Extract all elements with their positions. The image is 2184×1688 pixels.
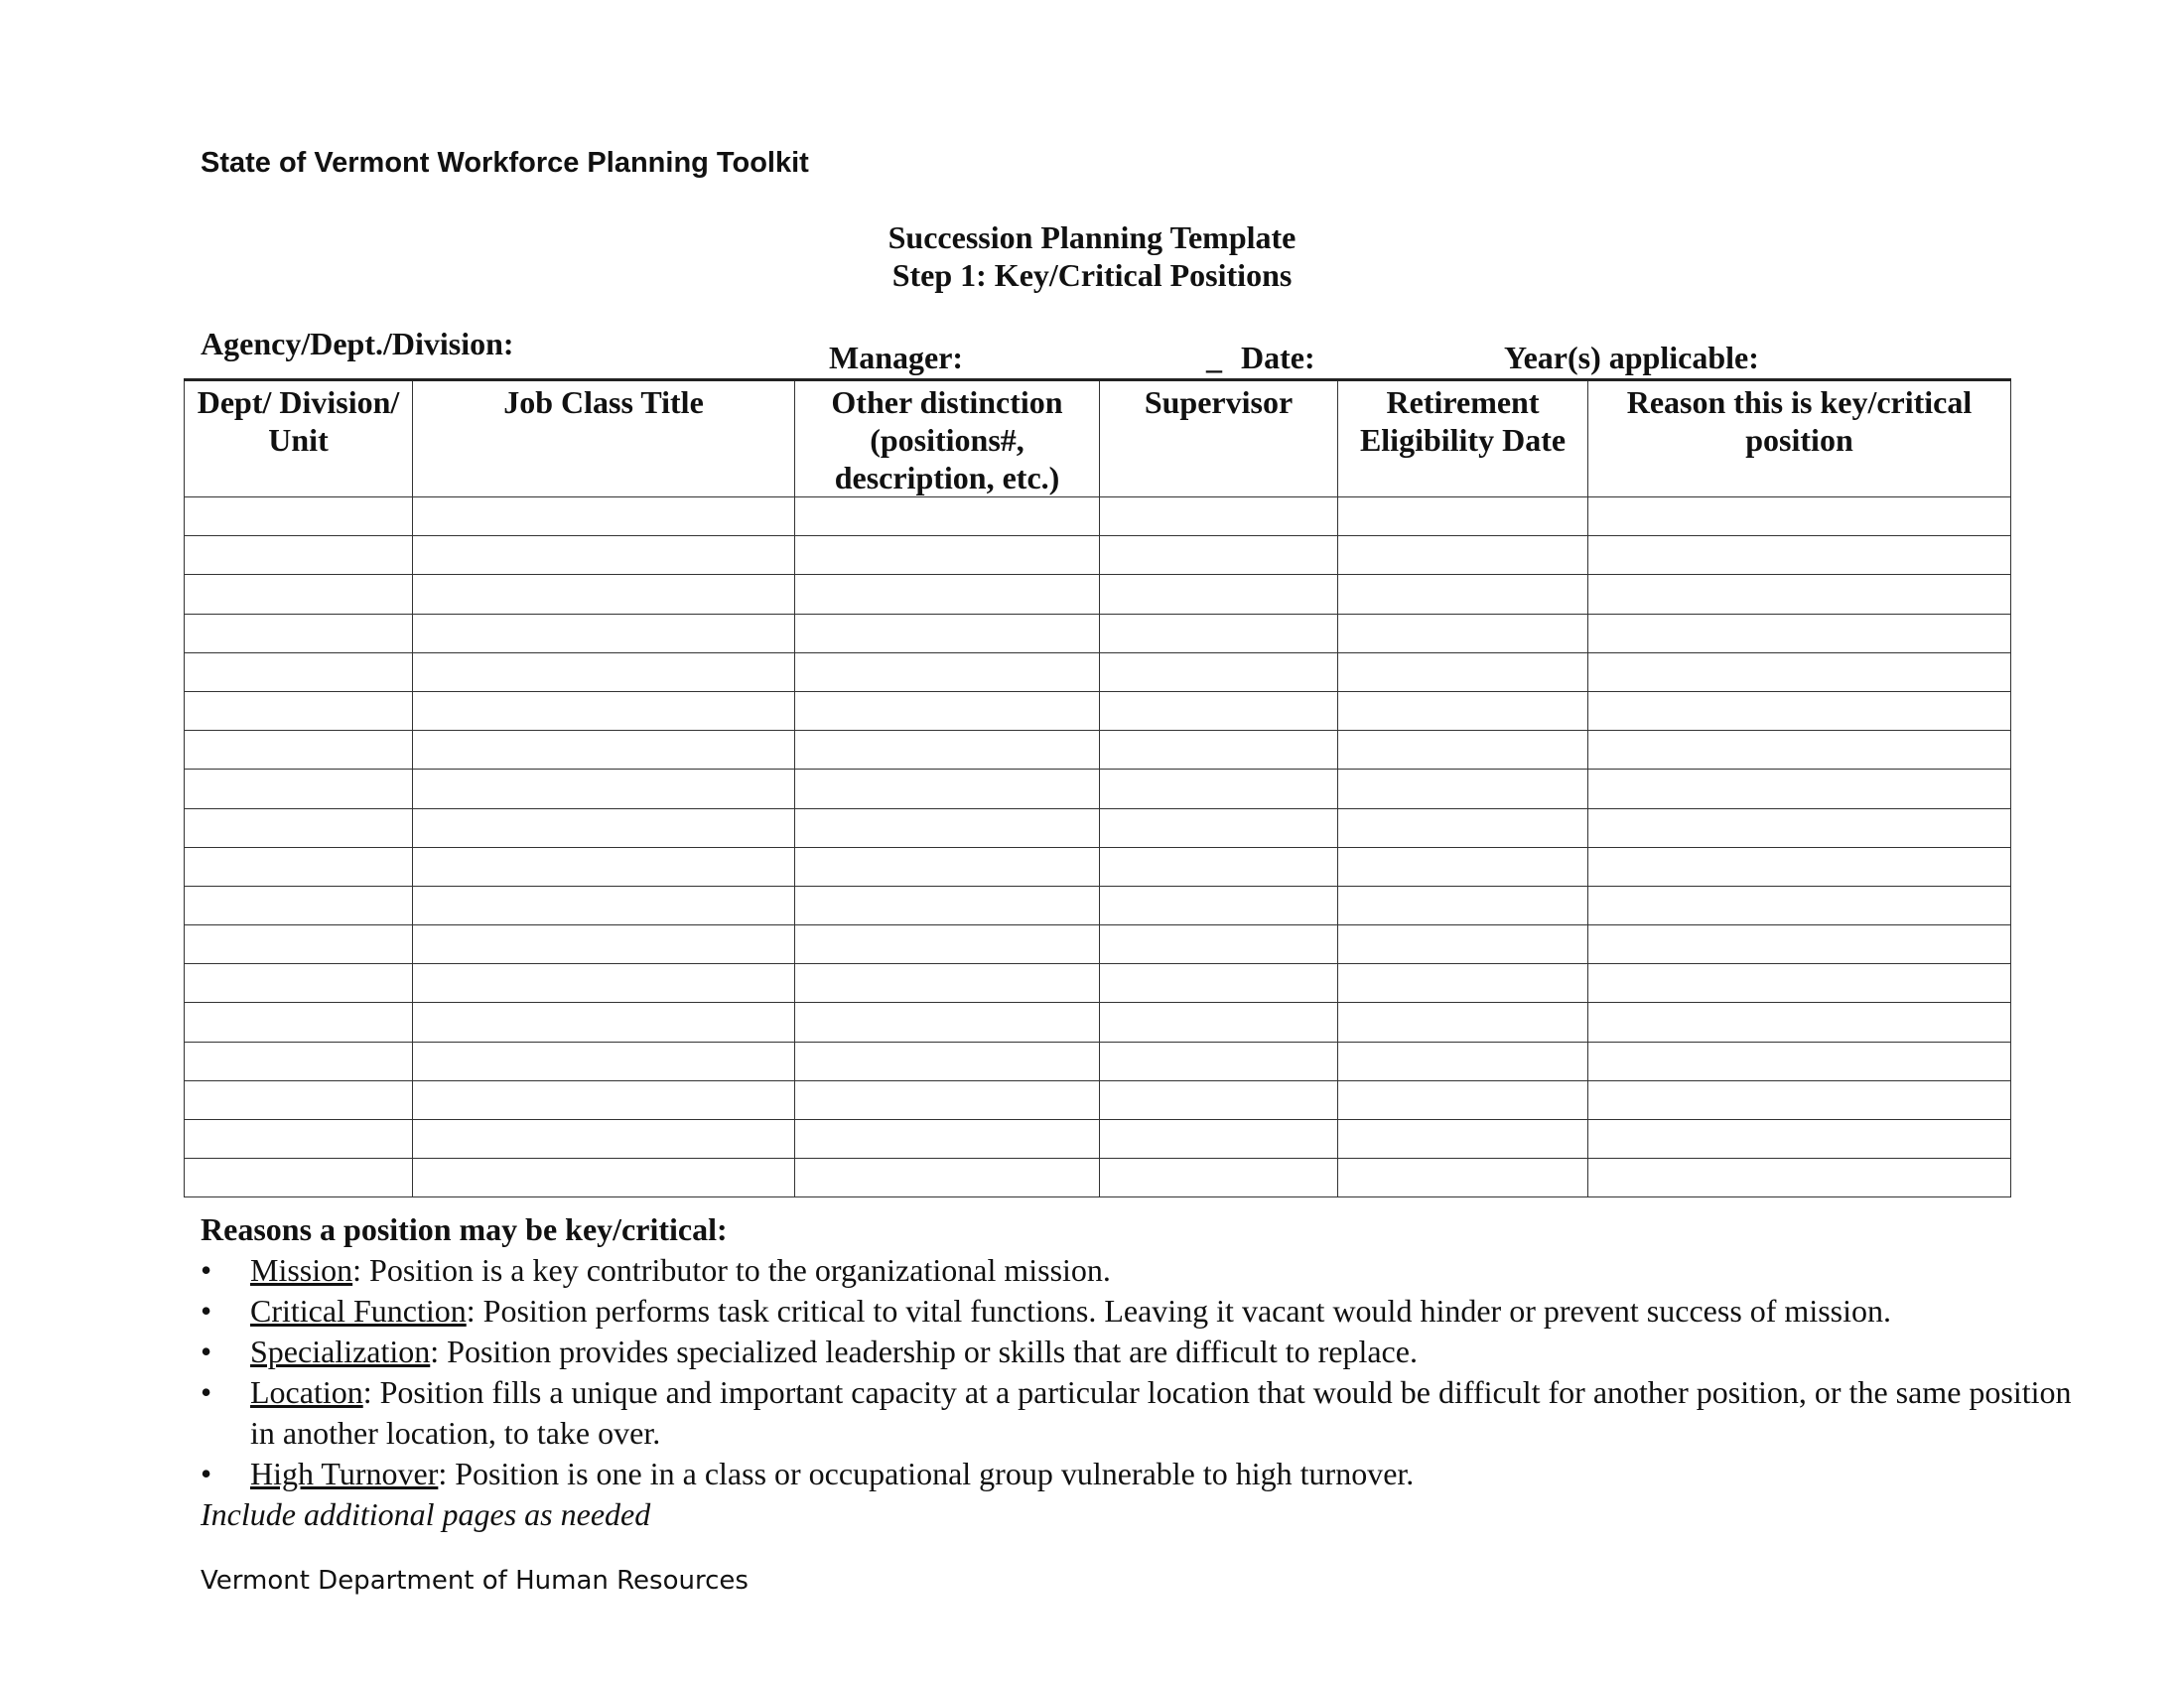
reason-text: : Position is a key contributor to the organizational mission. (352, 1252, 1111, 1288)
reason-text: : Position provides specialized leadership or skills that are difficult to replace. (430, 1334, 1418, 1369)
cell-supervisor[interactable] (1100, 575, 1338, 614)
cell-retirement-date[interactable] (1338, 1120, 1588, 1159)
column-header-reason: Reason this is key/critical position (1588, 380, 2011, 497)
cell-other-distinction[interactable] (795, 847, 1100, 886)
cell-retirement-date[interactable] (1338, 1003, 1588, 1042)
table-row (185, 731, 2011, 770)
cell-reason[interactable] (1588, 847, 2011, 886)
cell-supervisor[interactable] (1100, 652, 1338, 691)
column-header-dept: Dept/ Division/ Unit (185, 380, 413, 497)
table-row (185, 1080, 2011, 1119)
cell-supervisor[interactable] (1100, 886, 1338, 924)
cell-retirement-date[interactable] (1338, 1042, 1588, 1080)
reason-item-specialization (201, 1332, 2087, 1372)
cell-reason[interactable] (1588, 1080, 2011, 1119)
cell-reason[interactable] (1588, 770, 2011, 808)
underscore-mark: _ (1206, 340, 1222, 375)
cell-job-class-title[interactable] (413, 847, 795, 886)
cell-job-class-title[interactable] (413, 731, 795, 770)
cell-job-class-title[interactable] (413, 1120, 795, 1159)
table-row (185, 691, 2011, 730)
cell-supervisor[interactable] (1100, 808, 1338, 847)
cell-supervisor[interactable] (1100, 1120, 1338, 1159)
title-line-1: Succession Planning Template (887, 219, 1297, 255)
cell-job-class-title[interactable] (413, 1080, 795, 1119)
cell-job-class-title[interactable] (413, 808, 795, 847)
manager-field-label: Manager: (829, 340, 964, 375)
cell-dept[interactable] (185, 652, 413, 691)
reason-item-mission (201, 1250, 2087, 1291)
cell-reason[interactable] (1588, 925, 2011, 964)
cell-reason[interactable] (1588, 1042, 2011, 1080)
cell-reason[interactable] (1588, 575, 2011, 614)
cell-dept[interactable] (185, 1159, 413, 1197)
cell-retirement-date[interactable] (1338, 731, 1588, 770)
reason-item-high-turnover (201, 1454, 2087, 1494)
cell-other-distinction[interactable] (795, 691, 1100, 730)
cell-supervisor[interactable] (1100, 614, 1338, 652)
column-header-supervisor: Supervisor (1100, 380, 1338, 497)
cell-dept[interactable] (185, 575, 413, 614)
cell-other-distinction[interactable] (795, 1120, 1100, 1159)
title-line-2: Step 1: Key/Critical Positions (891, 257, 1293, 293)
cell-job-class-title[interactable] (413, 1159, 795, 1197)
agency-field-label: Agency/Dept./Division: (201, 326, 514, 361)
cell-job-class-title[interactable] (413, 575, 795, 614)
bullet-icon: • (201, 1374, 212, 1410)
cell-job-class-title[interactable] (413, 770, 795, 808)
cell-retirement-date[interactable] (1338, 1080, 1588, 1119)
cell-other-distinction[interactable] (795, 886, 1100, 924)
cell-supervisor[interactable] (1100, 964, 1338, 1003)
cell-dept[interactable] (185, 1080, 413, 1119)
cell-other-distinction[interactable] (795, 497, 1100, 536)
cell-reason[interactable] (1588, 536, 2011, 575)
cell-supervisor[interactable] (1100, 770, 1338, 808)
table-row (185, 536, 2011, 575)
table-row (185, 1003, 2011, 1042)
cell-supervisor[interactable] (1100, 536, 1338, 575)
table-row (185, 497, 2011, 536)
cell-supervisor[interactable] (1100, 847, 1338, 886)
date-field-label: Date: (1241, 340, 1315, 375)
cell-supervisor[interactable] (1100, 1080, 1338, 1119)
table-row (185, 847, 2011, 886)
cell-retirement-date[interactable] (1338, 886, 1588, 924)
bullet-icon: • (201, 1334, 212, 1369)
cell-dept[interactable] (185, 847, 413, 886)
cell-job-class-title[interactable] (413, 691, 795, 730)
bullet-icon: • (201, 1456, 212, 1491)
cell-supervisor[interactable] (1100, 1003, 1338, 1042)
cell-reason[interactable] (1588, 691, 2011, 730)
cell-dept[interactable] (185, 1042, 413, 1080)
reason-term: Location (250, 1374, 363, 1410)
cell-supervisor[interactable] (1100, 731, 1338, 770)
table-row (185, 886, 2011, 924)
cell-retirement-date[interactable] (1338, 925, 1588, 964)
cell-reason[interactable] (1588, 614, 2011, 652)
cell-reason[interactable] (1588, 497, 2011, 536)
cell-supervisor[interactable] (1100, 497, 1338, 536)
cell-other-distinction[interactable] (795, 652, 1100, 691)
cell-job-class-title[interactable] (413, 614, 795, 652)
cell-reason[interactable] (1588, 652, 2011, 691)
cell-reason[interactable] (1588, 731, 2011, 770)
table-row (185, 1042, 2011, 1080)
cell-supervisor[interactable] (1100, 925, 1338, 964)
cell-dept[interactable] (185, 1003, 413, 1042)
cell-other-distinction[interactable] (795, 925, 1100, 964)
cell-other-distinction[interactable] (795, 614, 1100, 652)
cell-reason[interactable] (1588, 1159, 2011, 1197)
reason-term: Critical Function (250, 1293, 467, 1329)
cell-other-distinction[interactable] (795, 731, 1100, 770)
reason-item-critical-function (201, 1291, 2087, 1332)
cell-dept[interactable] (185, 770, 413, 808)
reason-term: Specialization (250, 1334, 431, 1369)
cell-retirement-date[interactable] (1338, 614, 1588, 652)
cell-other-distinction[interactable] (795, 1159, 1100, 1197)
cell-dept[interactable] (185, 614, 413, 652)
footer-text: Vermont Department of Human Resources (201, 1566, 749, 1596)
cell-retirement-date[interactable] (1338, 808, 1588, 847)
cell-reason[interactable] (1588, 1003, 2011, 1042)
cell-dept[interactable] (185, 925, 413, 964)
cell-other-distinction[interactable] (795, 770, 1100, 808)
column-header-other-distinction: Other distinction (positions#, description, etc.) (795, 380, 1100, 497)
cell-supervisor[interactable] (1100, 1159, 1338, 1197)
cell-supervisor[interactable] (1100, 1042, 1338, 1080)
cell-reason[interactable] (1588, 886, 2011, 924)
column-header-job-class-title: Job Class Title (413, 380, 795, 497)
cell-other-distinction[interactable] (795, 1042, 1100, 1080)
cell-retirement-date[interactable] (1338, 1159, 1588, 1197)
cell-job-class-title[interactable] (413, 1003, 795, 1042)
reason-text: : Position performs task critical to vital functions. Leaving it vacant would hinder or prevent success of mission. (466, 1293, 1891, 1329)
table-row (185, 925, 2011, 964)
table-row (185, 808, 2011, 847)
cell-retirement-date[interactable] (1338, 770, 1588, 808)
table-body (185, 497, 2011, 1197)
cell-retirement-date[interactable] (1338, 964, 1588, 1003)
cell-job-class-title[interactable] (413, 497, 795, 536)
cell-dept[interactable] (185, 536, 413, 575)
cell-dept[interactable] (185, 808, 413, 847)
bullet-icon: • (201, 1293, 212, 1329)
table-row (185, 964, 2011, 1003)
table-row (185, 770, 2011, 808)
cell-job-class-title[interactable] (413, 1042, 795, 1080)
document-title (0, 218, 2184, 294)
table-row (185, 1120, 2011, 1159)
cell-dept[interactable] (185, 731, 413, 770)
cell-retirement-date[interactable] (1338, 847, 1588, 886)
reasons-heading: Reasons a position may be key/critical: (201, 1211, 728, 1247)
cell-job-class-title[interactable] (413, 536, 795, 575)
cell-job-class-title[interactable] (413, 964, 795, 1003)
cell-job-class-title[interactable] (413, 886, 795, 924)
additional-pages-note: Include additional pages as needed (201, 1496, 651, 1532)
cell-retirement-date[interactable] (1338, 575, 1588, 614)
cell-supervisor[interactable] (1100, 691, 1338, 730)
years-applicable-label: Year(s) applicable: (1504, 340, 1759, 375)
cell-other-distinction[interactable] (795, 964, 1100, 1003)
cell-dept[interactable] (185, 964, 413, 1003)
cell-reason[interactable] (1588, 1120, 2011, 1159)
table-row (185, 652, 2011, 691)
reason-term: High Turnover (250, 1456, 439, 1491)
cell-retirement-date[interactable] (1338, 497, 1588, 536)
cell-retirement-date[interactable] (1338, 691, 1588, 730)
cell-other-distinction[interactable] (795, 1080, 1100, 1119)
reason-text: : Position is one in a class or occupational group vulnerable to high turnover. (438, 1456, 1415, 1491)
cell-dept[interactable] (185, 497, 413, 536)
cell-job-class-title[interactable] (413, 925, 795, 964)
cell-reason[interactable] (1588, 808, 2011, 847)
table-row (185, 614, 2011, 652)
table-row (185, 575, 2011, 614)
cell-other-distinction[interactable] (795, 536, 1100, 575)
bullet-icon: • (201, 1252, 212, 1288)
toolkit-title: State of Vermont Workforce Planning Toolkit (201, 147, 809, 179)
cell-job-class-title[interactable] (413, 652, 795, 691)
cell-reason[interactable] (1588, 964, 2011, 1003)
column-header-retirement-date: Retirement Eligibility Date (1338, 380, 1588, 497)
key-positions-table (184, 378, 2011, 1197)
reason-item-location (201, 1372, 2087, 1454)
reason-text: : Position fills a unique and important capacity at a particular location that would be difficult for another position, or the same position in another location, to take over. (250, 1374, 2072, 1451)
cell-other-distinction[interactable] (795, 575, 1100, 614)
cell-other-distinction[interactable] (795, 1003, 1100, 1042)
cell-dept[interactable] (185, 1120, 413, 1159)
cell-retirement-date[interactable] (1338, 652, 1588, 691)
reason-term: Mission (250, 1252, 353, 1288)
table-header-row (185, 380, 2011, 497)
cell-retirement-date[interactable] (1338, 536, 1588, 575)
cell-dept[interactable] (185, 691, 413, 730)
reasons-section (201, 1209, 2087, 1535)
cell-other-distinction[interactable] (795, 808, 1100, 847)
table-row (185, 1159, 2011, 1197)
cell-dept[interactable] (185, 886, 413, 924)
